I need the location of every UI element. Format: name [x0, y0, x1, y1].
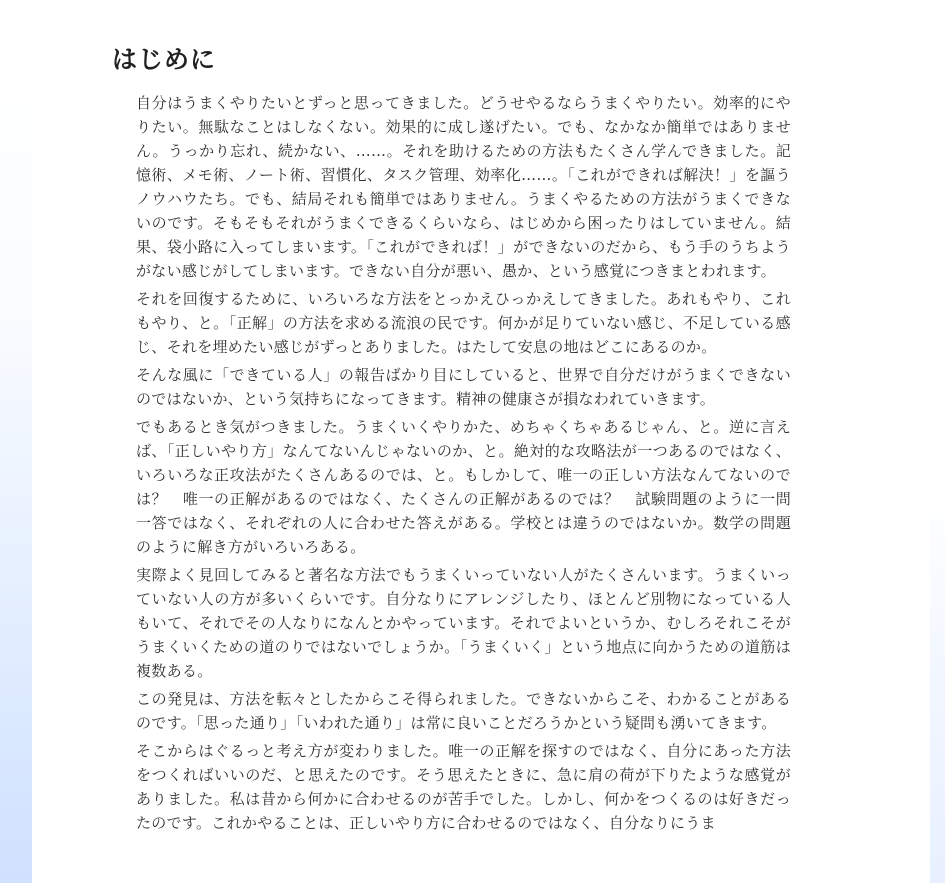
paragraph: この発見は、方法を転々としたからこそ得られました。できないからこそ、わかることがあるのです。「思った通り」「いわれた通り」は常に良いことだろうかという疑問も湧いてきます。 [136, 690, 791, 732]
body-text [136, 91, 791, 839]
paragraph: 自分はうまくやりたいとずっと思ってきました。どうせやるならうまくやりたい。効率的にやりたい。無駄なことはしなくない。効果的に成し遂げたい。でも、なかなか簡単ではありません。うっかり忘れ、続かない、……。それを助けるための方法もたくさん学んできました。記憶術、メモ術、ノート術、習慣化、タスク管理、効率化……。「これができれば解決！」を謳うノウハウたち。でも、結局それも簡単ではありません。うまくやるための方法がうまくできないのです。そもそもそれがうまくできるくらいなら、はじめから困ったりはしていません。結果、袋小路に入ってしまいます。「これができれば！」ができないのだから、もう手のうちようがない感じがしてしまいます。できない自分が悪い、愚か、という感覚につきまとわれます。 [136, 94, 791, 280]
paragraph: 実際よく見回してみると著名な方法でもうまくいっていない人がたくさんいます。うまくいっていない人の方が多いくらいです。自分なりにアレンジしたり、ほとんど別物になっている人もいて、それでその人なりになんとかやっています。それでよいというか、むしろそれこそがうまくいくための道のりではないでしょうか。「うまくいく」という地点に向かうための道筋は複数ある。 [136, 566, 791, 680]
paragraph: そこからはぐるっと考え方が変わりました。唯一の正解を探すのではなく、自分にあった方法をつくればいいのだ、と思えたのです。そう思えたときに、急に肩の荷が下りたような感覚がありました。私は昔から何かに合わせるのが苦手でした。しかし、何かをつくるのは好きだったのです。これかやることは、正しいやり方に合わせるのではなく、自分なりにうま [136, 742, 791, 832]
paragraph: それを回復するために、いろいろな方法をとっかえひっかえしてきました。あれもやり、これもやり、と。「正解」の方法を求める流浪の民です。何かが足りていない感じ、不足している感じ、それを埋めたい感じがずっとありました。はたして安息の地はどこにあるのか。 [136, 290, 791, 356]
paragraph: でもあるとき気がつきました。うまくいくやりかた、めちゃくちゃあるじゃん、と。逆に言えば、「正しいやり方」なんてないんじゃないのか、と。絶対的な攻略法が一つあるのではなく、いろいろな正攻法がたくさんあるのでは、と。もしかして、唯一の正しい方法なんてないのでは？ 唯一の正解があるのではなく、たくさんの正解があるのでは？ 試験問題のように一問一答ではなく、それぞれの人に合わせた答えがある。学校とは違うのではないか。数学の問題のように解き方がいろいろある。 [136, 418, 791, 556]
document-page [32, 0, 930, 883]
paragraph: そんな風に「できている人」の報告ばかり目にしていると、世界で自分だけがうまくできないのではないか、という気持ちになってきます。精神の健康さが損なわれていきます。 [136, 366, 791, 408]
section-heading: はじめに [112, 45, 217, 74]
